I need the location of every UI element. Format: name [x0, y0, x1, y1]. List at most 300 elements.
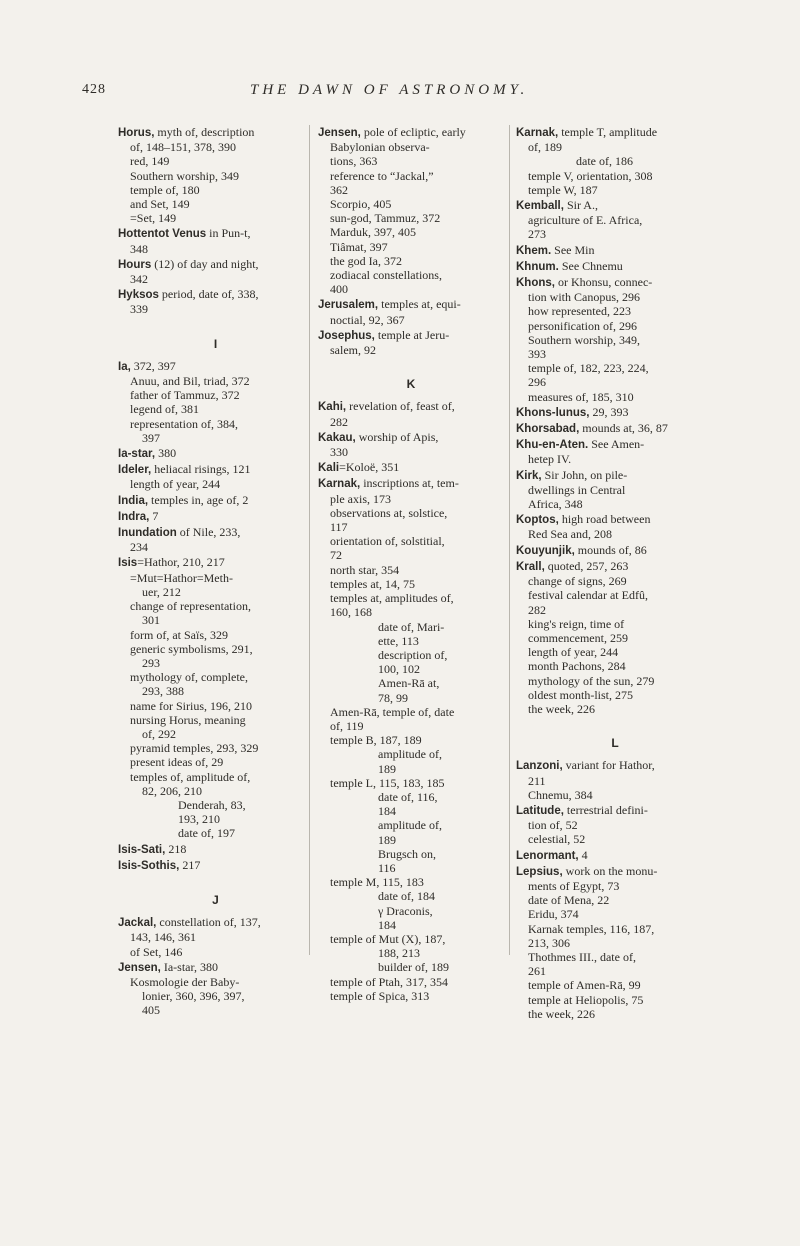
entry-text: tion of, 52 [528, 818, 578, 833]
entry-subline [516, 617, 714, 631]
entry-text: 393 [528, 347, 546, 362]
entry-text: temple T, amplitude [558, 125, 658, 139]
entry-text: Marduk, 397, 405 [330, 225, 416, 240]
entry-text: 189 [378, 761, 396, 776]
entry-text: myth of, description [154, 125, 255, 139]
entry-text: temple of, 182, 223, 224, [528, 361, 649, 376]
index-entry [118, 915, 313, 959]
entry-text: 397 [142, 430, 160, 445]
entry-text: of Nile, 233, [176, 525, 241, 540]
entry-subline [318, 492, 504, 506]
entry-text: orientation of, solstitial, [330, 534, 445, 549]
index-entry [516, 405, 714, 420]
entry-subline [516, 574, 714, 588]
entry-subline [516, 818, 714, 832]
entry-subline [318, 889, 504, 903]
entry-text: Karnak temples, 116, 187, [528, 921, 655, 936]
entry-headword: Isis [118, 557, 138, 570]
entry-text: 117 [330, 520, 348, 535]
entry-text: variant for Hathor, [562, 758, 655, 773]
index-entry [516, 559, 714, 716]
entry-headword: Ia-star, [118, 448, 156, 461]
entry-heading-line [318, 430, 504, 445]
entry-text: celestial, 52 [528, 832, 586, 847]
entry-headword: Isis-Sati, [118, 843, 166, 856]
index-entry [516, 512, 714, 541]
entry-text: red, 149 [130, 154, 170, 169]
entry-text: γ Draconis, [378, 903, 433, 918]
entry-text: work on the monu- [562, 863, 658, 878]
entry-subline [318, 733, 504, 747]
entry-text: tion with Canopus, 296 [528, 290, 641, 305]
index-entry [516, 275, 714, 404]
entry-text: Ia-star, 380 [160, 959, 218, 974]
entry-subline [516, 304, 714, 318]
entry-text: temple W, 187 [528, 182, 598, 197]
entry-subline [318, 932, 504, 946]
entry-text: (12) of day and night, [151, 256, 259, 271]
entry-subline [118, 989, 313, 1003]
entry-text: temples of, amplitude of, [130, 769, 251, 784]
entry-heading-line [118, 125, 313, 140]
entry-subline [118, 770, 313, 784]
entry-text: personification of, 296 [528, 318, 637, 333]
entry-headword: Indra, [118, 510, 150, 523]
entry-text: observations at, solstice, [330, 505, 448, 520]
entry-headword: Khons-lunus, [516, 406, 590, 419]
entry-heading-line [318, 399, 504, 414]
running-title: THE DAWN OF ASTRONOMY. [250, 82, 529, 98]
entry-subline [516, 702, 714, 716]
entry-heading-line [118, 858, 313, 873]
entry-text: 293, 388 [142, 684, 184, 699]
entry-heading-line [118, 509, 313, 524]
entry-subline [118, 826, 313, 840]
entry-headword: Hours [118, 258, 152, 271]
entry-subline [318, 534, 504, 548]
entry-text: terrestrial defini- [563, 802, 648, 817]
entry-subline [318, 762, 504, 776]
entry-subline [118, 727, 313, 741]
entry-subline [118, 798, 313, 812]
entry-subline [318, 183, 504, 197]
entry-text: 342 [130, 272, 148, 287]
index-entry [118, 287, 313, 316]
entry-subline [516, 774, 714, 788]
entry-text: pole of ecliptic, early [360, 125, 466, 139]
entry-text: 213, 306 [528, 935, 570, 950]
entry-text: Africa, 348 [528, 497, 583, 512]
entry-text: mounds at, 36, 87 [579, 421, 668, 436]
entry-text: =Hathor, 210, 217 [137, 555, 225, 570]
entry-headword: Lenormant, [516, 849, 579, 862]
index-entry [118, 125, 313, 225]
entry-text: the god Ia, 372 [330, 253, 402, 268]
entry-subline [118, 784, 313, 798]
entry-text: uer, 212 [142, 584, 181, 599]
entry-text: legend of, 381 [130, 402, 199, 417]
entry-headword: Karnak, [318, 478, 361, 491]
entry-headword: Ia, [118, 360, 131, 373]
index-entry [118, 493, 313, 508]
index-entry [318, 297, 504, 326]
entry-heading-line [516, 405, 714, 420]
entry-text: 184 [378, 917, 396, 932]
entry-subline [516, 950, 714, 964]
entry-heading-line [318, 328, 504, 343]
entry-text: length of year, 244 [528, 645, 619, 660]
entry-subline [118, 945, 313, 959]
entry-text: Anuu, and Bil, triad, 372 [130, 374, 250, 389]
entry-text: mounds of, 86 [574, 542, 647, 557]
entry-text: 72 [330, 548, 342, 563]
entry-subline [118, 477, 313, 491]
index-entry [318, 476, 504, 1003]
entry-text: high road between [558, 512, 651, 527]
entry-subline [118, 211, 313, 225]
entry-subline [318, 747, 504, 761]
entry-text: Chnemu, 384 [528, 787, 593, 802]
entry-subline [318, 691, 504, 705]
entry-text: constellation of, 137, [156, 915, 261, 930]
section-letter: I [213, 336, 218, 351]
entry-text: 273 [528, 227, 546, 242]
entry-text: Sir A., [563, 198, 598, 213]
entry-text: amplitude of, [378, 747, 442, 762]
index-entry [318, 125, 504, 296]
entry-text: 4 [578, 847, 588, 862]
entry-subline [318, 445, 504, 459]
entry-headword: Khorsabad, [516, 423, 580, 436]
entry-heading-line [516, 543, 714, 558]
entry-text: 78, 99 [378, 690, 408, 705]
entry-text: period, date of, 338, [158, 287, 259, 302]
entry-text: temple of Mut (X), 187, [330, 931, 446, 946]
page-number: 428 [82, 82, 106, 97]
entry-text: 348 [130, 241, 148, 256]
entry-text: salem, 92 [330, 343, 376, 358]
entry-subline [118, 431, 313, 445]
entry-text: 218 [165, 841, 187, 856]
entry-subline [118, 741, 313, 755]
entry-heading-line [516, 243, 714, 258]
entry-subline [516, 483, 714, 497]
entry-subline [118, 402, 313, 416]
index-entry [516, 125, 714, 197]
entry-headword: Khu-en-Aten. [516, 439, 589, 452]
entry-heading-line [516, 421, 714, 436]
index-entry [118, 960, 313, 1018]
entry-text: ple axis, 173 [330, 491, 391, 506]
entry-subline [118, 374, 313, 388]
entry-text: =Mut=Hathor=Meth- [130, 570, 233, 585]
entry-subline [516, 290, 714, 304]
entry-subline [318, 960, 504, 974]
entry-text: Southern worship, 349 [130, 168, 239, 183]
entry-text: quoted, 257, 263 [544, 558, 629, 573]
entry-text: heliacal risings, 121 [151, 462, 251, 477]
entry-text: date of, Mari- [378, 619, 445, 634]
entry-subline [318, 705, 504, 719]
entry-headword: Hyksos [118, 289, 159, 302]
index-entry [516, 864, 714, 1021]
entry-text: the week, 226 [528, 701, 595, 716]
entry-headword: Horus, [118, 127, 155, 139]
entry-text: generic symbolisms, 291, [130, 641, 253, 656]
entry-subline [118, 670, 313, 684]
entry-subline [516, 390, 714, 404]
entry-subline [516, 922, 714, 936]
page-header [0, 82, 800, 102]
entry-subline [118, 388, 313, 402]
entry-subline [318, 875, 504, 889]
index-entry [118, 257, 313, 286]
entry-subline [516, 140, 714, 154]
entry-subline [318, 211, 504, 225]
entry-text: Thothmes III., date of, [528, 949, 636, 964]
index-entry [118, 226, 313, 255]
entry-text: representation of, 384, [130, 416, 238, 431]
entry-text: worship of Apis, [355, 429, 439, 444]
entry-subline [516, 154, 714, 168]
entry-subline [318, 268, 504, 282]
entry-heading-line [318, 297, 504, 312]
entry-text: Sir John, on pile- [541, 467, 628, 482]
entry-subline [318, 818, 504, 832]
entry-subline [516, 227, 714, 241]
entry-text: Brugsch on, [378, 846, 436, 861]
entry-subline [118, 812, 313, 826]
section-letter: L [611, 736, 619, 751]
entry-text: of, 189 [528, 140, 562, 155]
entry-text: change of representation, [130, 599, 251, 614]
entry-subline [318, 591, 504, 605]
entry-subline [516, 375, 714, 389]
entry-text: 193, 210 [178, 812, 220, 827]
entry-text: 160, 168 [330, 605, 372, 620]
entry-text: 143, 146, 361 [130, 930, 196, 945]
entry-text: Amen-Rā at, [378, 676, 440, 691]
entry-subline [318, 154, 504, 168]
entry-text: 189 [378, 832, 396, 847]
entry-headword: Kakau, [318, 431, 356, 444]
entry-text: 184 [378, 804, 396, 819]
entry-subline [318, 719, 504, 733]
entry-heading-line [318, 460, 504, 475]
entry-text: 82, 206, 210 [142, 783, 202, 798]
entry-subline [318, 833, 504, 847]
entry-subline [318, 676, 504, 690]
entry-subline [516, 497, 714, 511]
entry-text: 405 [142, 1003, 160, 1018]
entry-headword: Kouyunjik, [516, 544, 575, 557]
entry-subline [318, 169, 504, 183]
entry-heading-line [118, 493, 313, 508]
index-entry [118, 842, 313, 857]
entry-text: revelation of, feast of, [346, 399, 455, 414]
entry-headword: Krall, [516, 560, 545, 573]
entry-text: 282 [330, 414, 348, 429]
entry-text: 380 [155, 446, 177, 461]
entry-text: sun-god, Tammuz, 372 [330, 211, 441, 226]
entry-text: =Set, 149 [130, 211, 177, 226]
entry-text: Tiâmat, 397 [330, 239, 388, 254]
entry-subline [516, 907, 714, 921]
entry-subline [516, 631, 714, 645]
entry-subline [516, 688, 714, 702]
entry-text: 296 [528, 375, 546, 390]
entry-subline [318, 620, 504, 634]
entry-text: present ideas of, 29 [130, 755, 224, 770]
index-entry [118, 555, 313, 840]
entry-headword: Isis-Sothis, [118, 859, 180, 872]
entry-text: date of, 186 [576, 154, 633, 169]
section-letter: K [406, 377, 416, 392]
entry-subline [318, 343, 504, 357]
entry-subline [118, 642, 313, 656]
entry-text: 217 [179, 857, 201, 872]
column-divider [509, 125, 510, 955]
entry-subline [516, 645, 714, 659]
entry-subline [516, 603, 714, 617]
entry-subline [318, 918, 504, 932]
index-entry [516, 243, 714, 258]
entry-text: festival calendar at Edfû, [528, 588, 648, 603]
entry-headword: Hottentot Venus [118, 228, 207, 241]
entry-heading-line [118, 960, 313, 975]
index-entry [516, 437, 714, 466]
entry-headword: Kahi, [318, 401, 347, 414]
entry-text: 400 [330, 282, 348, 297]
entry-text: temple at Heliopolis, 75 [528, 992, 644, 1007]
entry-text: temple of Ptah, 317, 354 [330, 974, 448, 989]
entry-text: date of, 116, [378, 789, 438, 804]
entry-headword: Latitude, [516, 804, 564, 817]
entry-text: builder of, 189 [378, 960, 449, 975]
entry-text: tions, 363 [330, 154, 378, 169]
entry-subline [318, 605, 504, 619]
entry-text: temples at, 14, 75 [330, 576, 415, 591]
entry-text: nursing Horus, meaning [130, 712, 246, 727]
entry-text: See Min [551, 242, 595, 257]
entry-text: 29, 393 [589, 404, 629, 419]
entry-subline [318, 240, 504, 254]
entry-text: of, 292 [142, 726, 176, 741]
entry-text: mythology of the sun, 279 [528, 673, 655, 688]
entry-subline [118, 1003, 313, 1017]
entry-subline [516, 527, 714, 541]
index-entry [118, 446, 313, 461]
entry-text: 261 [528, 964, 546, 979]
entry-subline [318, 254, 504, 268]
entry-headword: Khons, [516, 277, 555, 290]
index-entry [516, 259, 714, 274]
entry-headword: Khnum. [516, 260, 559, 273]
entry-subline [118, 183, 313, 197]
entry-subline [318, 648, 504, 662]
index-entry [516, 758, 714, 802]
entry-subline [318, 634, 504, 648]
entry-heading-line [118, 446, 313, 461]
entry-text: amplitude of, [378, 818, 442, 833]
entry-subline [318, 790, 504, 804]
entry-subline [118, 684, 313, 698]
entry-text: date of, 197 [178, 826, 235, 841]
entry-text: of Set, 146 [130, 944, 183, 959]
entry-heading-line [516, 864, 714, 879]
entry-subline [516, 213, 714, 227]
entry-text: hetep IV. [528, 452, 572, 467]
index-entry [516, 848, 714, 863]
entry-subline [318, 946, 504, 960]
entry-text: lonier, 360, 396, 397, [142, 989, 245, 1004]
entry-text: Eridu, 374 [528, 907, 579, 922]
entry-subline [516, 347, 714, 361]
entry-heading-line [516, 198, 714, 213]
entry-text: 100, 102 [378, 662, 420, 677]
entry-heading-line [516, 468, 714, 483]
entry-headword: India, [118, 494, 149, 507]
entry-subline [118, 571, 313, 585]
entry-subline [516, 964, 714, 978]
entry-subline [118, 417, 313, 431]
entry-subline [516, 319, 714, 333]
entry-text: date of Mena, 22 [528, 893, 610, 908]
index-entry [118, 462, 313, 491]
entry-headword: Khem. [516, 244, 552, 257]
entry-subline [318, 904, 504, 918]
entry-heading-line [118, 525, 313, 540]
entry-subline [318, 225, 504, 239]
entry-subline [516, 788, 714, 802]
entry-text: temple M, 115, 183 [330, 875, 424, 890]
entry-text: See Chnemu [558, 258, 623, 273]
entry-heading-line [516, 512, 714, 527]
entry-subline [318, 506, 504, 520]
entry-text: 362 [330, 182, 348, 197]
index-column-3 [516, 125, 714, 1022]
entry-headword: Jackal, [118, 917, 157, 930]
entry-text: in Pun-t, [206, 226, 251, 241]
entry-heading-line [516, 848, 714, 863]
entry-text: 372, 397 [130, 358, 176, 373]
entry-text: See Amen- [588, 437, 645, 452]
index-column-2 [318, 125, 504, 1004]
entry-heading-line [118, 915, 313, 930]
entry-subline [516, 936, 714, 950]
entry-text: 301 [142, 613, 160, 628]
index-entry [516, 803, 714, 847]
entry-heading-line [516, 437, 714, 452]
entry-subline [516, 832, 714, 846]
entry-subline [516, 333, 714, 347]
entry-text: Kosmologie der Baby- [130, 974, 240, 989]
entry-subline [118, 169, 313, 183]
entry-subline [318, 989, 504, 1003]
entry-text: temple B, 187, 189 [330, 733, 422, 748]
entry-text: agriculture of E. Africa, [528, 213, 643, 228]
entry-text: commencement, 259 [528, 630, 628, 645]
entry-text: 339 [130, 302, 148, 317]
entry-text: 188, 213 [378, 946, 420, 961]
entry-text: temples at, equi- [378, 297, 461, 312]
entry-subline [118, 140, 313, 154]
entry-heading-line [318, 476, 504, 491]
entry-heading-line [118, 555, 313, 570]
entry-subline [516, 169, 714, 183]
entry-subline [118, 930, 313, 944]
entry-text: pyramid temples, 293, 329 [130, 741, 259, 756]
